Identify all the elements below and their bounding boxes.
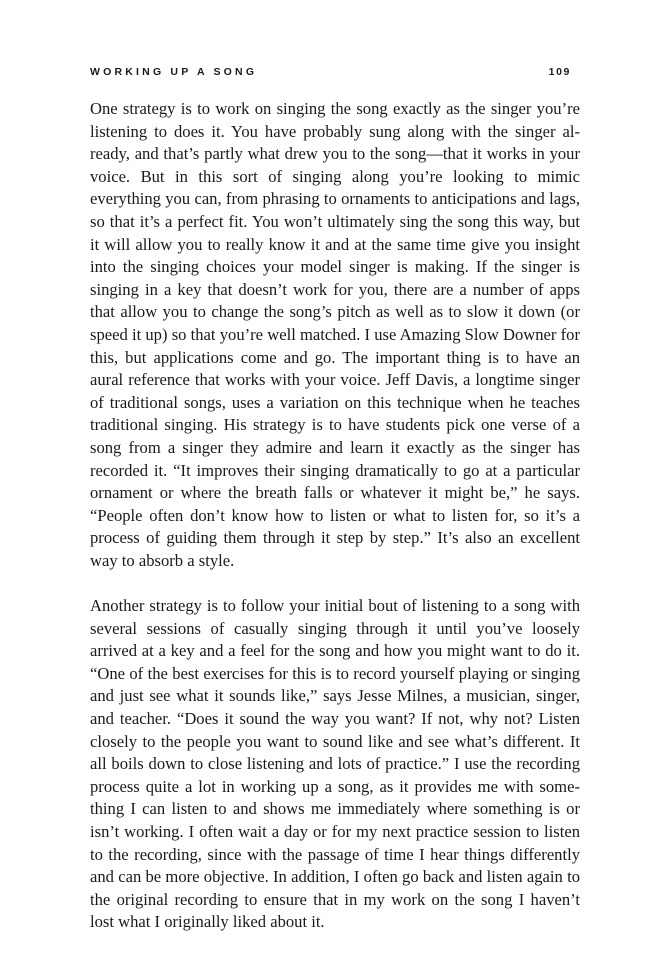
paragraph: Another strategy is to follow your initial bout of listening to a song with several sessions of casually singing through it until you’ve loosely arrived at a key and a feel for the song and how you might want to do it. “One of the best exercises for this is to record yourself playing or singing and just see what it sounds like,” says Jesse Milnes, a musician, singer, and teacher. “Does it sound the way you want? If not, why not? Listen closely to the people you want to sound like and see what’s different. It all boils down to close listening and lots of practice.” I use the recording process quite a lot in working up a song, as it provides me with something I can listen to and shows me immediately where something is or isn’t working. I often wait a day or for my next practice session to listen to the recording, since with the passage of time I hear things differently and can be more objective. In addition, I often go back and listen again to the original recording to ensure that in my work on the song I haven’t lost what I originally liked about it.: [90, 596, 580, 932]
body-text: [90, 98, 580, 934]
paragraph: One strategy is to work on singing the song exactly as the singer you’re listening to does it. You have probably sung along with the singer already, and that’s partly what drew you to the song—that it works in your voice. But in this sort of singing along you’re looking to mimic everything you can, from phrasing to ornaments to anticipations and lags, so that it’s a perfect fit. You won’t ultimately sing the song this way, but it will allow you to really know it and at the same time give you insight into the singing choices your model singer is making. If the singer is singing in a key that doesn’t work for you, there are a number of apps that allow you to change the song’s pitch as well as to slow it down (or speed it up) so that you’re well matched. I use Amazing Slow Downer for this, but applications come and go. The important thing is to have an aural reference that works with your voice. Jeff Davis, a longtime singer of traditional songs, uses a variation on this technique when he teaches traditional singing. His strategy is to have students pick one verse of a song from a singer they admire and learn it exactly as the singer has recorded it. “It improves their singing dramatically to go at a particular ornament or where the breath falls or whatever it might be,” he says. “People often don’t know how to listen or what to listen for, so it’s a process of guiding them through it step by step.” It’s also an excellent way to absorb a style.: [90, 99, 580, 570]
page-number: 109: [548, 66, 571, 78]
running-head: [90, 66, 571, 86]
running-head-title: WORKING UP A SONG: [90, 66, 258, 78]
